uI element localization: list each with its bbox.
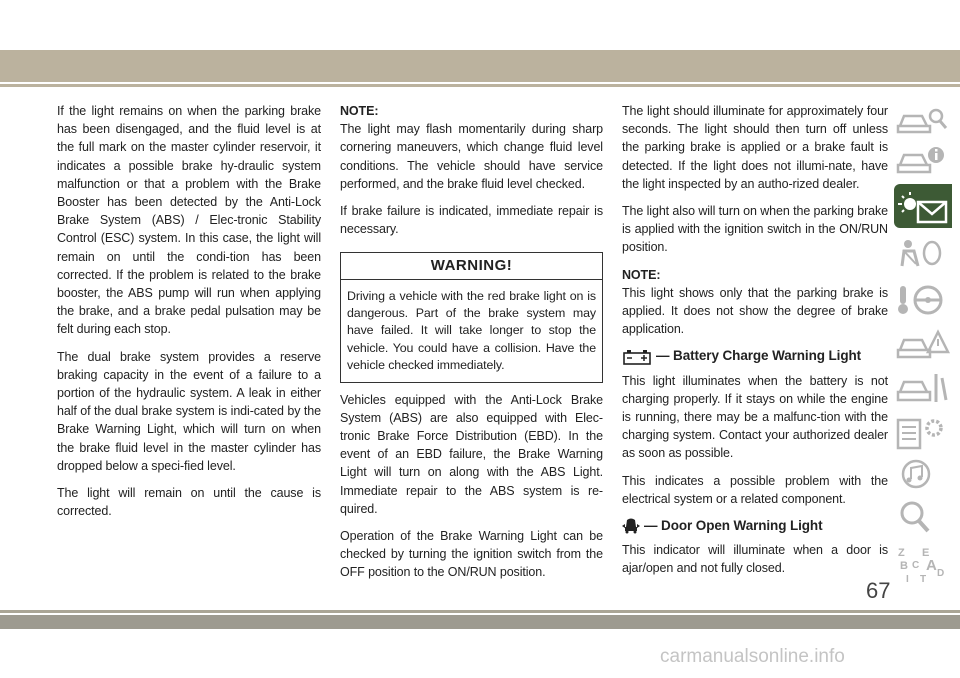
paragraph: This indicator will illuminate when a door is ajar/open and not fully closed. — [622, 543, 888, 576]
multimedia-icon — [894, 457, 952, 491]
language-letters-icon — [894, 544, 952, 586]
warning-text: Driving a vehicle with the red brake light on is dangerous. Part of the brake system may have failed. It will take longer to stop the vehicle. You could have a collision. Have the vehicle checked immediately. — [347, 288, 596, 373]
paragraph: Operation of the Brake Warning Light can be checked by turning the ignition switch from the OFF position to the ON/RUN position. — [340, 529, 603, 580]
svg-text:A: A — [926, 557, 937, 574]
note-label: NOTE: — [622, 267, 661, 282]
car-search-icon — [894, 104, 952, 138]
tab-warning-lights[interactable] — [894, 184, 952, 228]
warning-light-message-icon — [894, 184, 952, 228]
tab-multimedia[interactable] — [894, 457, 952, 491]
battery-icon — [622, 349, 652, 365]
right-column — [622, 102, 888, 587]
tab-language[interactable] — [894, 544, 952, 586]
middle-column — [340, 102, 603, 591]
svg-text:Z: Z — [898, 547, 905, 559]
paragraph: If the light remains on when the parking brake has been disengaged, and the fluid level is at the full mark on the master cylinder reservoir, it indicates a possible brake hy-draulic system malfunction or that a problem with the Brake Booster has been detected by the Anti-Lock Brake System (ABS) / Elec-tronic Stability Control (ESC) system. In this case, the light will remain on until the condi-tion has been corrected. If the problem is related to the brake booster, the ABS pump will run when applying the brake, and a brake pedal pulsation may be felt during each stop. — [57, 104, 321, 337]
tab-starting[interactable] — [894, 283, 952, 317]
door-heading — [622, 517, 888, 535]
note-text: The light may flash momentarily during sharp cornering maneuvers, which change fluid level conditions. The vehicle should have service performed, and the brake fluid level checked. — [340, 122, 603, 191]
paragraph: This light illuminates when the battery is not charging properly. If it stays on while the engine is running, there may be a malfunc-tion with the charging system. Contact your authorized dealer as soon as possible. — [622, 373, 888, 461]
tab-car-search[interactable] — [894, 104, 952, 138]
left-column — [57, 102, 321, 529]
paragraph: The light will remain on until the cause is corrected. — [57, 486, 321, 519]
note-label: NOTE: — [340, 104, 379, 118]
note-text: This light shows only that the parking brake is applied. It does not show the degree of brake application. — [622, 285, 888, 337]
paragraph: Vehicles equipped with the Anti-Lock Brake System (ABS) are also equipped with Elec-tronic Brake Force Distribution (EBD). In the event of an EBD failure, the Brake Warning Light will turn on along with the ABS Light. Immediate repair to the ABS system is re-quired. — [340, 392, 603, 516]
paragraph: The light should illuminate for approximately four seconds. The light should then turn off unless the parking brake is applied or a brake fault is detected. If the light does not illumi-nate, have the light inspected by an autho-rized dealer. — [622, 104, 888, 191]
tab-car-info[interactable] — [894, 143, 952, 177]
index-search-icon — [894, 500, 952, 534]
header-band — [0, 50, 960, 82]
specifications-gear-icon — [894, 416, 952, 450]
watermark: carmanualsonline.info — [660, 646, 845, 667]
header-rule — [0, 84, 960, 87]
paragraph: If brake failure is indicated, immediate repair is necessary. — [340, 204, 603, 237]
tab-specifications[interactable] — [894, 416, 952, 450]
paragraph: The light also will turn on when the parking brake is applied with the ignition switch in the ON/RUN position. — [622, 204, 888, 255]
footer-rule — [0, 610, 960, 613]
svg-text:T: T — [920, 574, 927, 585]
warning-box — [340, 252, 603, 382]
battery-heading-text: — Battery Charge Warning Light — [656, 348, 862, 364]
paragraph: This indicates a possible problem with the electrical system or a related component. — [622, 473, 888, 506]
svg-text:D: D — [937, 568, 945, 579]
door-open-icon — [622, 517, 640, 535]
tab-safety[interactable] — [894, 236, 952, 270]
door-heading-text: — Door Open Warning Light — [644, 518, 823, 534]
svg-text:E: E — [922, 547, 930, 559]
key-steering-wheel-icon — [894, 283, 952, 317]
paragraph: The dual brake system provides a reserve braking capacity in the event of a failure to a portion of the hydraulic system. A leak in either half of the dual brake system is indi-cated by the Brake Warning Light, which will turn on when the brake fluid level in the master cylinder has dropped below a speci-fied level. — [57, 349, 321, 473]
svg-text:C: C — [912, 560, 920, 571]
page-number: 67 — [866, 578, 891, 603]
tab-servicing[interactable] — [894, 372, 952, 406]
tab-index[interactable] — [894, 500, 952, 534]
tab-emergency[interactable] — [894, 328, 952, 362]
car-hazard-icon — [894, 328, 952, 362]
seatbelt-airbag-icon — [894, 236, 952, 270]
svg-text:I: I — [906, 574, 909, 585]
warning-title: WARNING! — [341, 253, 602, 279]
svg-text:B: B — [900, 560, 908, 572]
car-tools-icon — [894, 372, 952, 406]
footer-band — [0, 615, 960, 629]
battery-heading — [622, 347, 888, 365]
car-info-icon — [894, 143, 952, 177]
